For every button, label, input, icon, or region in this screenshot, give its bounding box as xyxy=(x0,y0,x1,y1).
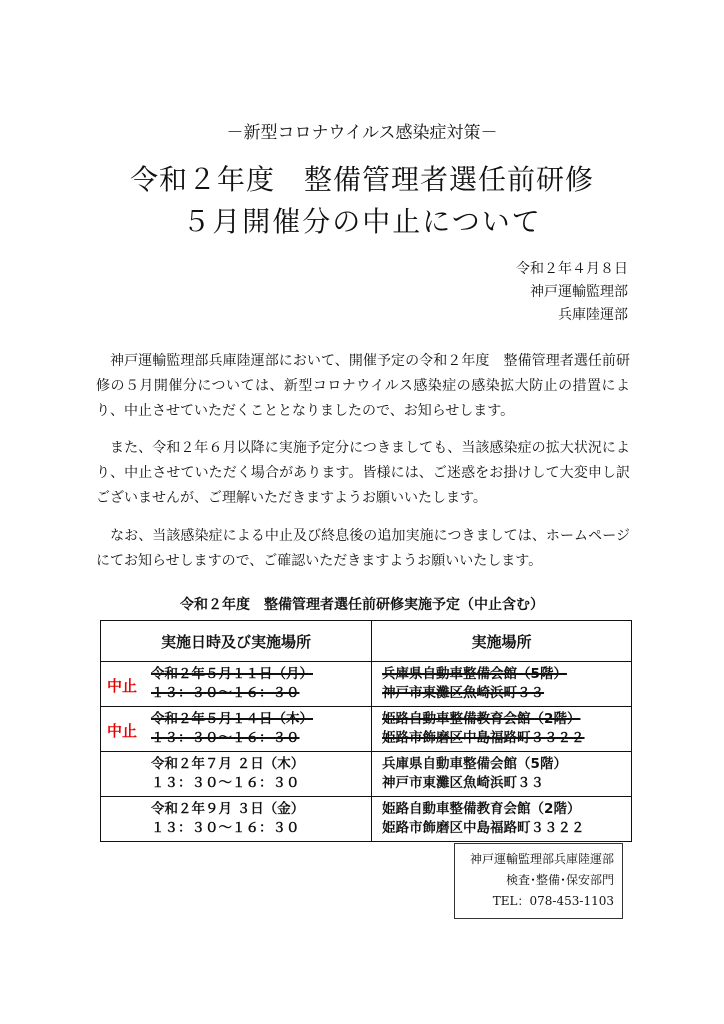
venue-address: 神戸市東灘区魚崎浜町３３ xyxy=(382,685,545,701)
venue-cell xyxy=(372,752,632,797)
session-time: １３：３０～１６：３０ xyxy=(151,685,300,701)
body-paragraph-3: なお、当該感染症による中止及び終息後の追加実施につきましては、ホームページにてお知らせしますので、ご確認いただきますようお願いいたします。 xyxy=(96,528,630,569)
session-time: １３：３０～１６：３０ xyxy=(151,730,300,746)
venue-address: 神戸市東灘区魚崎浜町３３ xyxy=(382,775,545,791)
session-date: 令和２年５月１１日（月） xyxy=(151,666,313,682)
body-paragraph-1: 神戸運輸監理部兵庫陸運部において、開催予定の令和２年度 整備管理者選任前研修の５月開催分については、新型コロナウイルス感染症の感染拡大防止の措置により、中止させていただくこととなりましたので、お知らせします。 xyxy=(96,353,630,419)
page-title-line-1: 令和２年度 整備管理者選任前研修 xyxy=(129,163,594,196)
contact-phone: TEL：078-453-1103 xyxy=(492,894,614,908)
contact-box xyxy=(454,843,623,919)
venue-address: 姫路市飾磨区中島福路町３３２２ xyxy=(382,730,585,746)
column-header-venue: 実施場所 xyxy=(372,621,632,662)
issuer-bureau: 神戸運輸監理部 xyxy=(530,284,628,300)
table-row xyxy=(101,662,632,707)
venue-cell xyxy=(372,662,632,707)
column-header-datetime: 実施日時及び実施場所 xyxy=(101,621,372,662)
table-title: 令和２年度 整備管理者選任前研修実施予定（中止含む） xyxy=(180,597,544,613)
table-row xyxy=(101,752,632,797)
venue-name: 姫路自動車整備教育会館（2階） xyxy=(382,711,581,727)
subtitle: －新型コロナウイルス感染症対策－ xyxy=(226,123,498,143)
datetime-cell xyxy=(101,797,372,842)
datetime-cell xyxy=(101,707,372,752)
datetime-cell xyxy=(101,752,372,797)
table-header-row xyxy=(101,621,632,662)
body-paragraph-2: また、令和２年６月以降に実施予定分につきましても、当該感染症の拡大状況により、中止させていただく場合があります。皆様には、ご迷惑をお掛けして大変申し訳ございませんが、ご理解いただきますようお願いいたします。 xyxy=(96,440,630,506)
venue-name: 姫路自動車整備教育会館（2階） xyxy=(382,801,581,817)
issuer-office: 兵庫陸運部 xyxy=(558,307,628,323)
page-title-line-2: ５月開催分の中止について xyxy=(182,205,542,238)
contact-office: 神戸運輸監理部兵庫陸運部 xyxy=(469,852,614,866)
datetime-cell xyxy=(101,662,372,707)
schedule-table xyxy=(100,620,632,842)
venue-cell xyxy=(372,707,632,752)
venue-cell xyxy=(372,797,632,842)
contact-department: 検査･整備･保安部門 xyxy=(505,873,614,887)
table-row xyxy=(101,797,632,842)
session-date: 令和２年５月１４日（木） xyxy=(151,711,313,727)
venue-name: 兵庫県自動車整備会館（5階） xyxy=(382,756,567,772)
session-time: １３：３０～１６：３０ xyxy=(151,820,300,836)
venue-name: 兵庫県自動車整備会館（5階） xyxy=(382,666,567,682)
session-date: 令和２年９月 ３日（金） xyxy=(151,801,305,817)
issue-date: 令和２年４月８日 xyxy=(516,261,628,277)
session-date: 令和２年７月 ２日（木） xyxy=(151,756,305,772)
cancelled-badge: 中止 xyxy=(107,677,138,695)
venue-address: 姫路市飾磨区中島福路町３３２２ xyxy=(382,820,585,836)
session-time: １３：３０～１６：３０ xyxy=(151,775,300,791)
table-row xyxy=(101,707,632,752)
cancelled-badge: 中止 xyxy=(107,722,138,740)
